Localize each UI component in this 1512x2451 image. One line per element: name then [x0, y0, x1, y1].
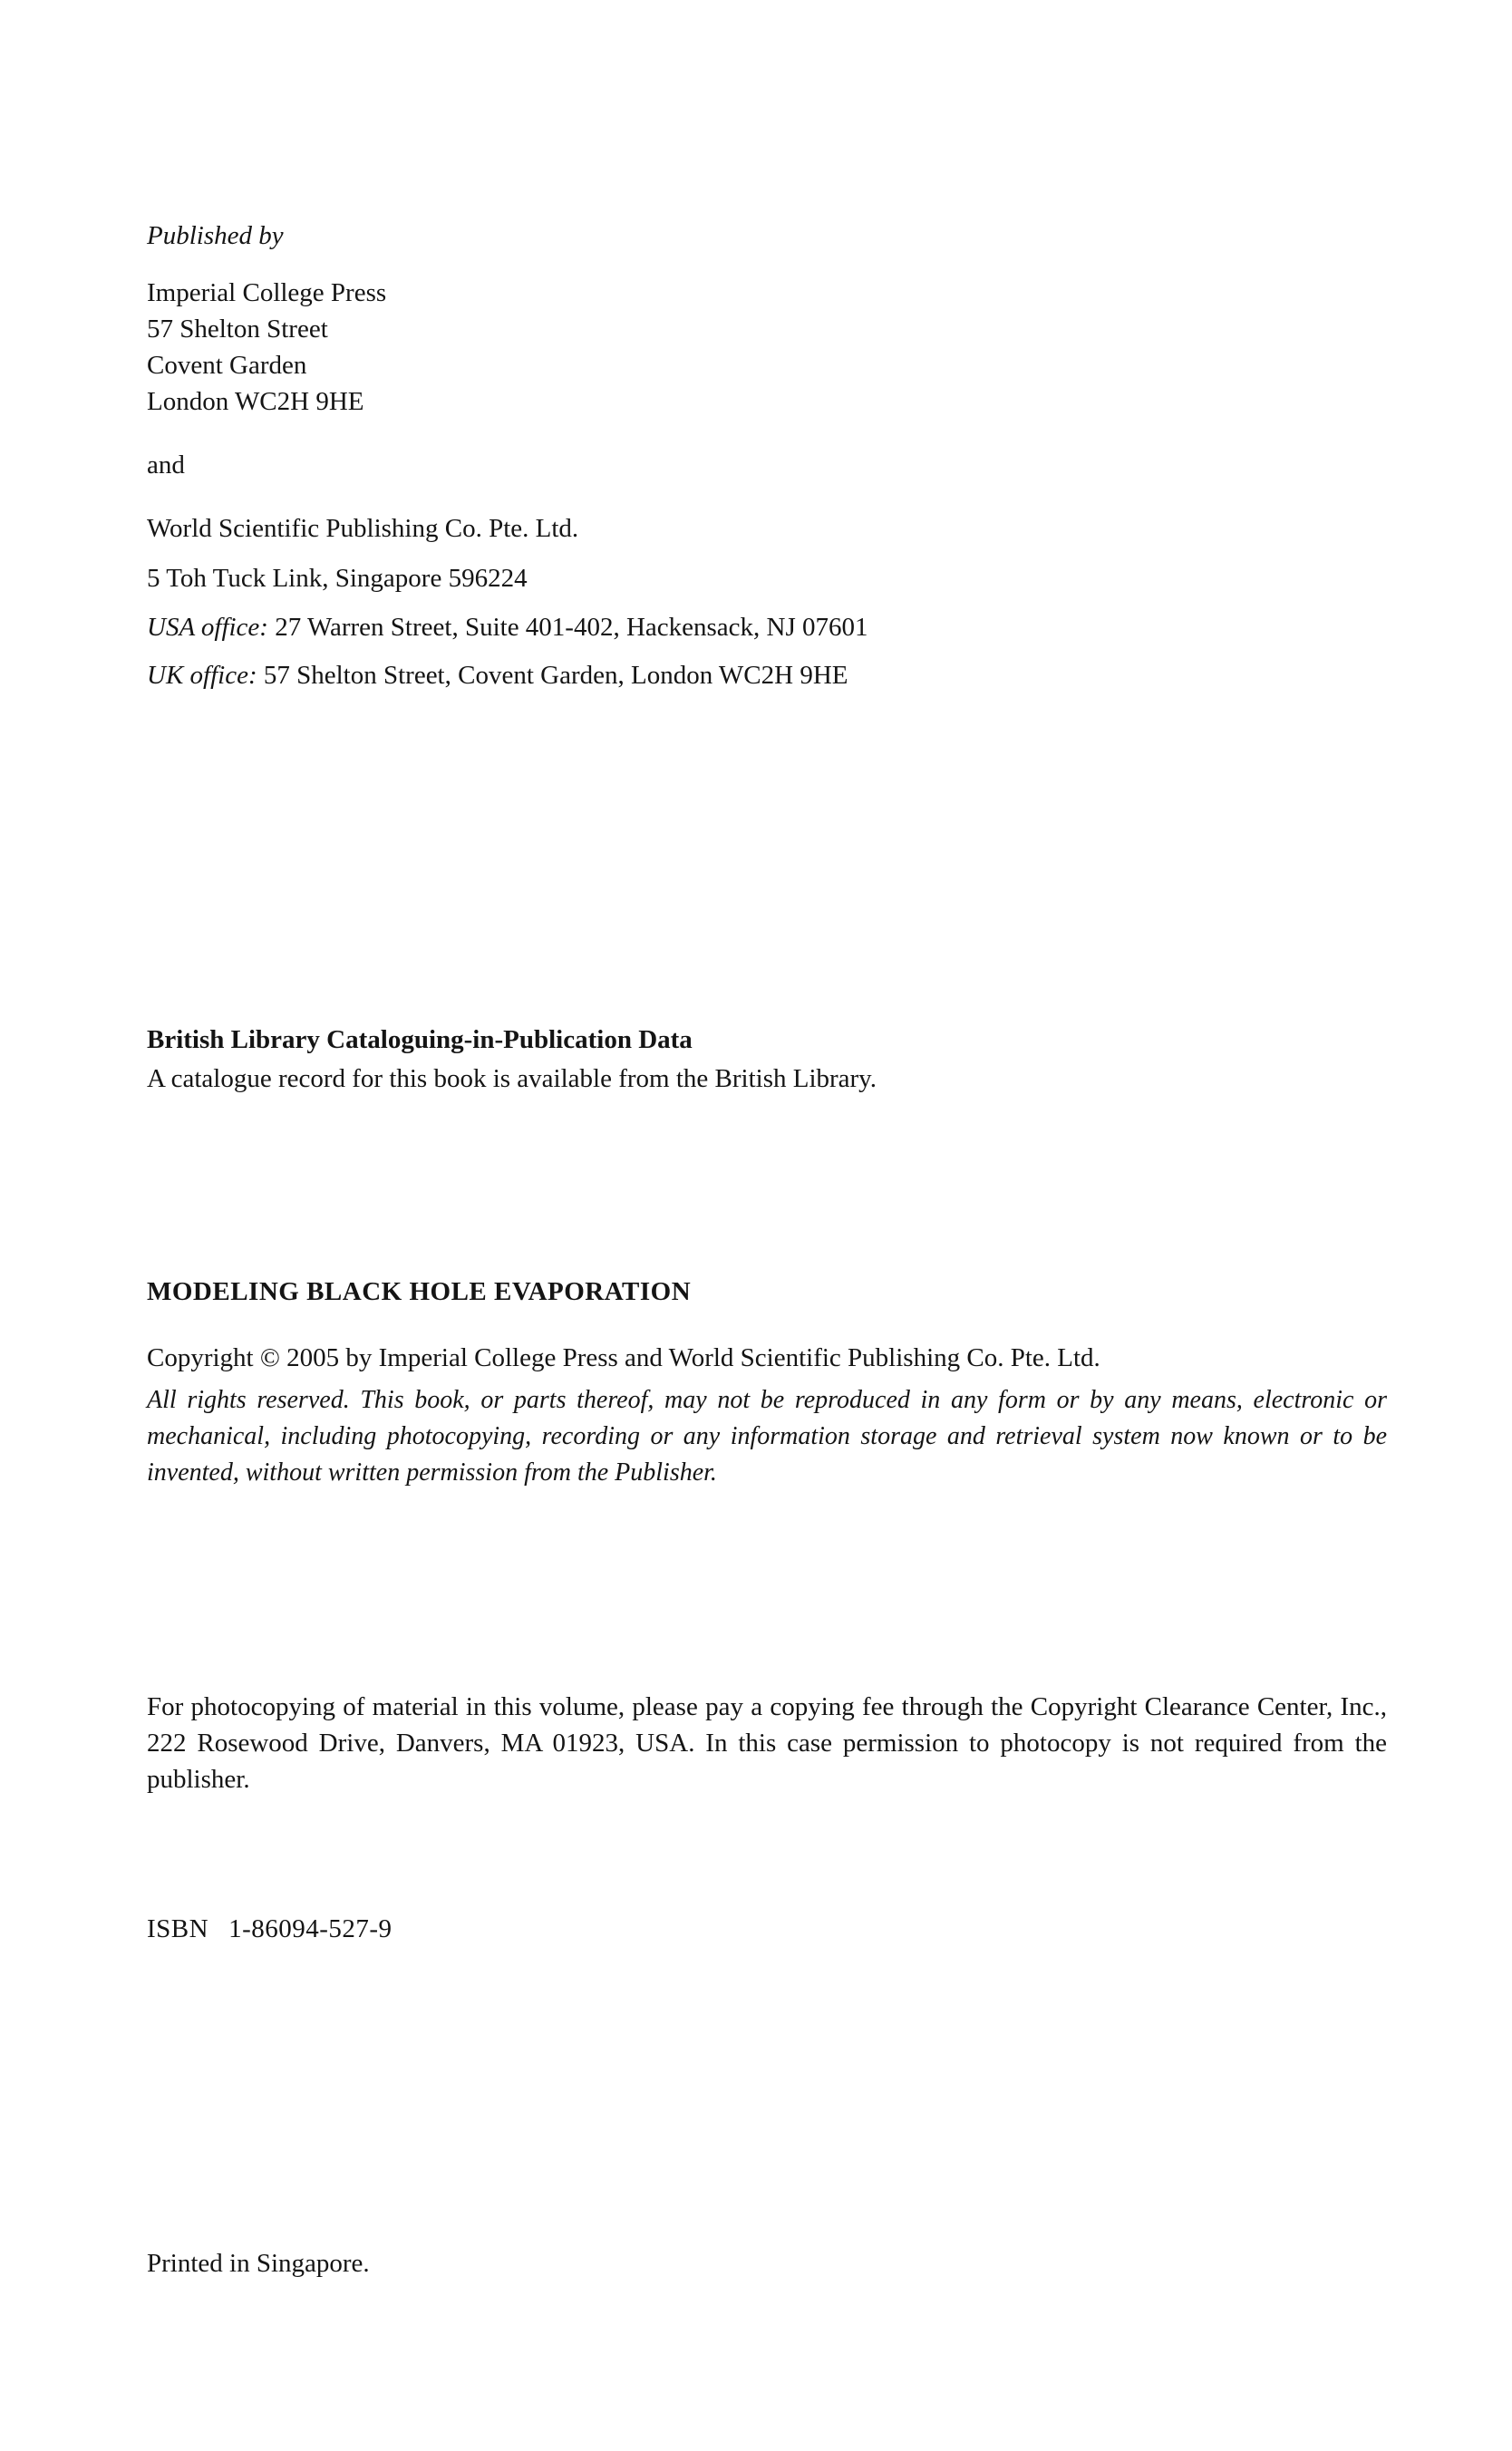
cip-text: A catalogue record for this book is available from the British Library. [147, 1064, 877, 1093]
rights-reserved-statement: All rights reserved. This book, or parts thereof, may not be reproduced in any form or by any means, electronic or mechanical, including photocopying, recording or any information storage and retrieval system now known or to be invented, without written permission from the Publisher. [147, 1386, 1387, 1487]
uk-office-label: UK office: [147, 661, 257, 690]
address-line: Imperial College Press [147, 278, 387, 307]
address-line: London WC2H 9HE [147, 387, 364, 416]
usa-office-address: 27 Warren Street, Suite 401-402, Hackensack, NJ 07601 [275, 613, 868, 642]
isbn-label: ISBN [147, 1914, 209, 1943]
address-line: 57 Shelton Street [147, 315, 328, 344]
photocopy-notice: For photocopying of material in this volume, please pay a copying fee through the Copyright Clearance Center, Inc., 222 Rosewood Drive, Danvers, MA 01923, USA. In this case permission to photocopy is not required from the publisher. [147, 1692, 1387, 1794]
isbn-line [147, 1911, 393, 1947]
book-title: MODELING BLACK HOLE EVAPORATION [147, 1277, 692, 1306]
address-line: Covent Garden [147, 351, 307, 380]
printed-in-statement: Printed in Singapore. [147, 2249, 370, 2278]
uk-office-line [147, 657, 848, 693]
wsp-publisher-name: World Scientific Publishing Co. Pte. Ltd. [147, 514, 579, 543]
usa-office-label: USA office: [147, 613, 268, 642]
cip-heading: British Library Cataloguing-in-Publication Data [147, 1025, 693, 1054]
isbn-number: 1-86094-527-9 [228, 1914, 393, 1943]
imperial-college-press-address [147, 275, 386, 420]
and-connector: and [147, 450, 185, 480]
usa-office-line [147, 609, 868, 645]
uk-office-address: 57 Shelton Street, Covent Garden, London WC2H 9HE [263, 661, 848, 690]
wsp-address: 5 Toh Tuck Link, Singapore 596224 [147, 564, 528, 593]
published-by-label: Published by [147, 221, 284, 250]
copyright-statement: Copyright © 2005 by Imperial College Press and World Scientific Publishing Co. Pte. Ltd. [147, 1343, 1100, 1372]
